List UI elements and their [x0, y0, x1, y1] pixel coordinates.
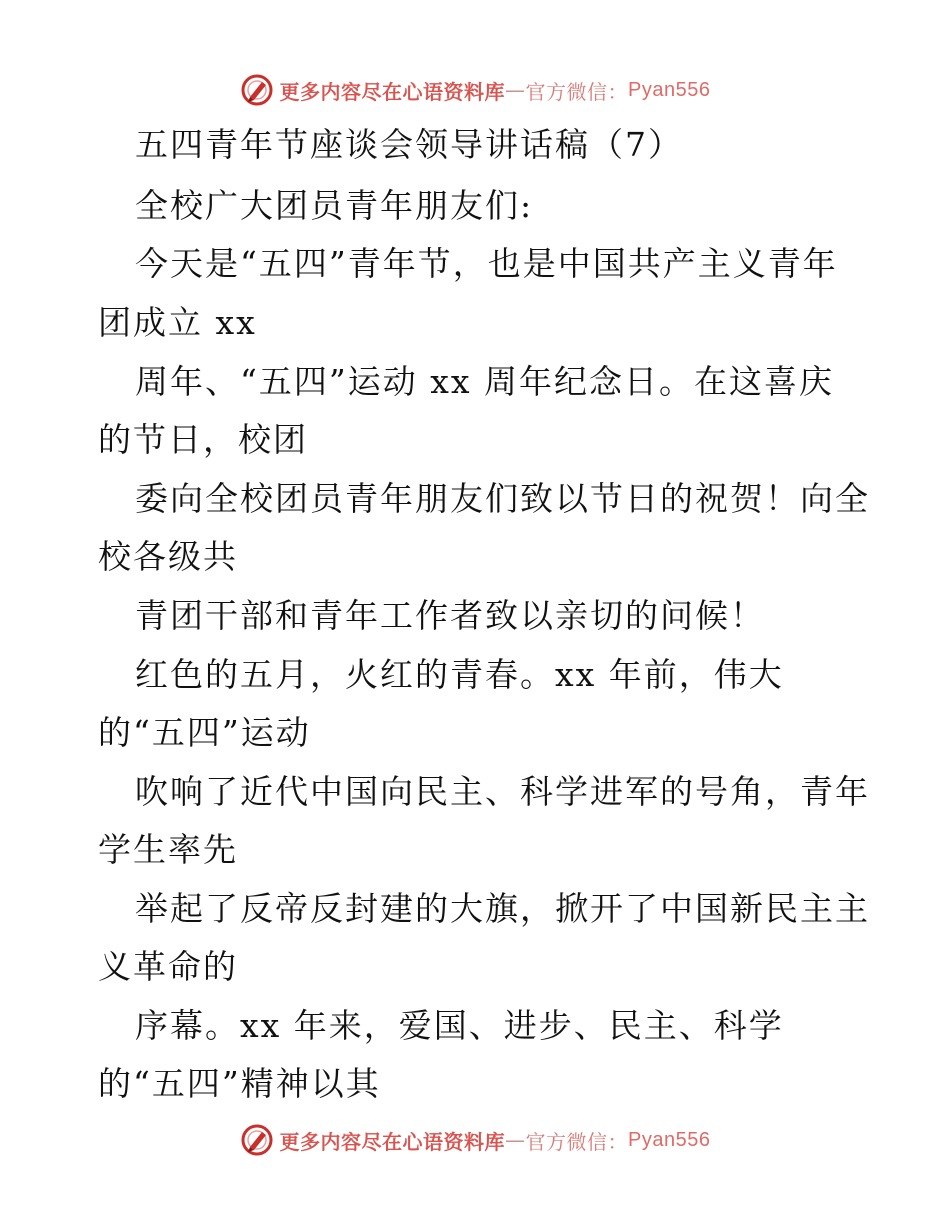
paragraph-line: 委向全校团员青年朋友们致以节日的祝贺！向全 — [135, 479, 870, 518]
paragraph-line: 序幕。xx 年来，爱国、进步、民主、科学 — [135, 1006, 784, 1045]
pen-logo-icon — [240, 73, 274, 107]
banner-brand-text: 更多内容尽在心语资料库 — [279, 1129, 506, 1154]
salutation-line: 全校广大团员青年朋友们: — [135, 186, 534, 225]
banner-official-label: 官方微信： — [525, 1129, 629, 1154]
document-title: 五四青年节座谈会领导讲话稿（7） — [135, 125, 683, 164]
paragraph-line: 学生率先 — [98, 830, 238, 869]
footer-watermark-banner — [0, 1120, 950, 1160]
paragraph-line: 红色的五月，火红的青春。xx 年前，伟大 — [135, 655, 784, 694]
paragraph-line: 的节日，校团 — [98, 420, 308, 459]
paragraph-line: 周年、“五四”运动 xx 周年纪念日。在这喜庆 — [135, 362, 834, 401]
paragraph-line: 的“五四”运动 — [98, 713, 311, 752]
banner-brand-text: 更多内容尽在心语资料库 — [279, 79, 506, 104]
banner-dash: — — [505, 1128, 526, 1152]
paragraph-line: 举起了反帝反封建的大旗，掀开了中国新民主主 — [135, 889, 870, 928]
banner-handle: Pyan556 — [628, 1128, 711, 1151]
paragraph-line: 的“五四”精神以其 — [98, 1064, 381, 1103]
banner-handle: Pyan556 — [628, 78, 711, 101]
header-watermark-banner — [0, 70, 950, 110]
paragraph-line: 今天是“五四”青年节，也是中国共产主义青年 — [135, 244, 838, 283]
paragraph-line: 校各级共 — [98, 537, 238, 576]
paragraph-line: 义革命的 — [98, 947, 238, 986]
banner-official-label: 官方微信： — [525, 79, 629, 104]
paragraph-line: 青团干部和青年工作者致以亲切的问候！ — [135, 596, 765, 635]
paragraph-line: 团成立 xx — [98, 303, 257, 342]
paragraph-line: 吹响了近代中国向民主、科学进军的号角，青年 — [135, 772, 870, 811]
pen-logo-icon — [240, 1123, 274, 1157]
banner-dash: — — [505, 78, 526, 102]
